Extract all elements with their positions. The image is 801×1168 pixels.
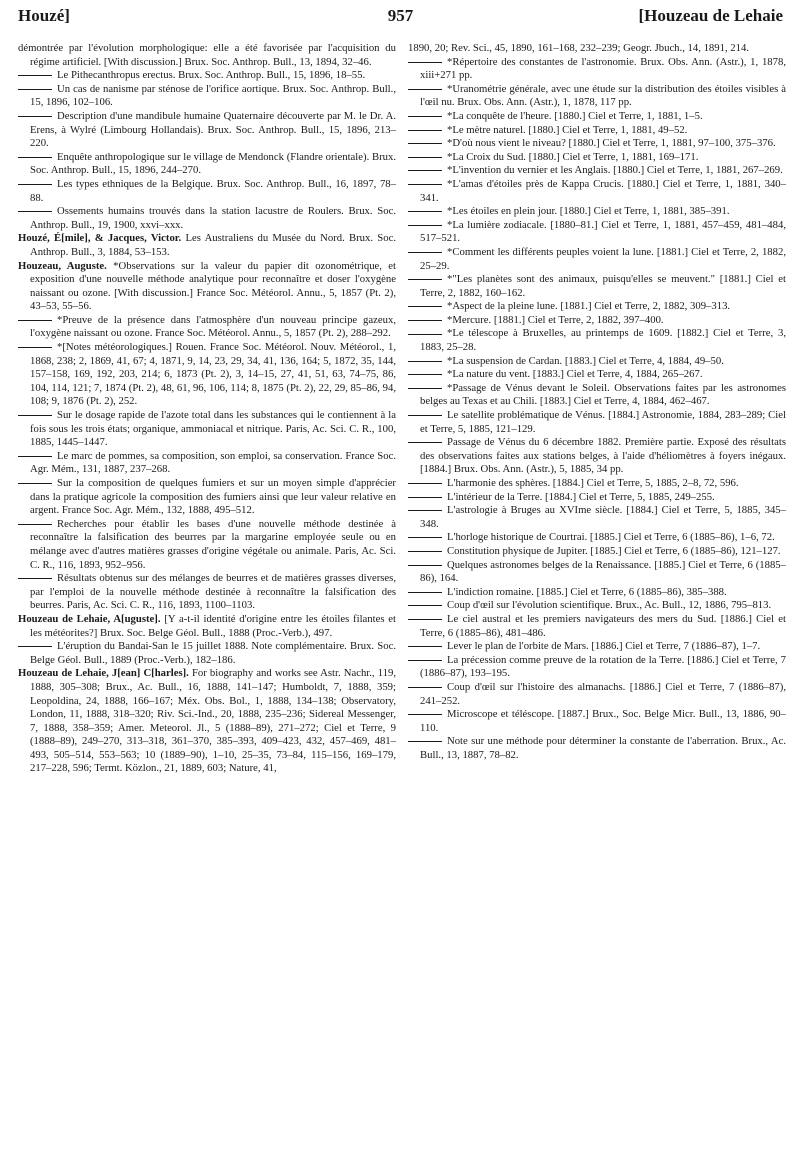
ditto-dash bbox=[408, 306, 442, 307]
ditto-dash bbox=[18, 646, 52, 647]
ditto-dash bbox=[18, 524, 52, 525]
entry-text: Le marc de pommes, sa composition, son emploi, sa conservation. France Soc. Agr. Mém., 131, 1887, 237–268. bbox=[30, 449, 396, 476]
ditto-dash bbox=[18, 483, 52, 484]
entry-text: Les Australiens du Musée du Nord. Brux. Soc. Anthrop. Bull., 3, 1884, 53–153. bbox=[30, 232, 396, 258]
ditto-dash bbox=[408, 374, 442, 375]
bibliography-entry bbox=[408, 56, 786, 83]
bibliography-entry bbox=[408, 735, 786, 762]
entry-text: Constitution physique de Jupiter. [1885.] Ciel et Terre, 6 (1885–86), 121–127. bbox=[447, 544, 781, 557]
entry-text: Microscope et téléscope. [1887.] Brux., Soc. Belge Micr. Bull., 13, 1886, 90–110. bbox=[420, 708, 786, 734]
ditto-dash bbox=[408, 605, 442, 606]
bibliography-entry bbox=[18, 42, 396, 69]
entry-author: Houzeau, Auguste. bbox=[18, 259, 107, 272]
entry-text: *La suspension de Cardan. [1883.] Ciel et Terre, 4, 1884, 49–50. bbox=[447, 354, 724, 367]
bibliography-entry bbox=[408, 559, 786, 586]
entry-author: Houzeau de Lehaie, J[ean] C[harles]. bbox=[18, 667, 189, 680]
bibliography-entry bbox=[408, 681, 786, 708]
entry-text: L'éruption du Bandai-San le 15 juillet 1888. Note complémentaire. Brux. Soc. Belge Géol. Bull., 1889 (Proc.-Verb.), 182–186. bbox=[30, 640, 396, 666]
bibliography-entry bbox=[408, 382, 786, 409]
ditto-dash bbox=[408, 483, 442, 484]
ditto-dash bbox=[408, 537, 442, 538]
entry-text: Sur la composition de quelques fumiers et sur un moyen simple d'apprécier dans la pratique agricole la composition des fumiers ainsi que leur valeur relative en argent. France Soc. Agr. Mém., 132, 1888, 495–512. bbox=[30, 477, 396, 517]
ditto-dash bbox=[408, 361, 442, 362]
entry-text: L'horloge historique de Courtrai. [1885.] Ciel et Terre, 6 (1885–86), 1–6, 72. bbox=[447, 531, 775, 544]
ditto-dash bbox=[18, 184, 52, 185]
bibliography-entry bbox=[18, 260, 396, 314]
ditto-dash bbox=[408, 687, 442, 688]
bibliography-entry bbox=[18, 232, 396, 259]
entry-text: *La lumière zodiacale. [1880–81.] Ciel et Terre, 1, 1881, 457–459, 481–484, 517–521. bbox=[420, 218, 786, 245]
entry-text: *Le mètre naturel. [1880.] Ciel et Terre, 1, 1881, 49–52. bbox=[447, 123, 688, 136]
bibliography-entry bbox=[408, 110, 786, 124]
entry-text: Ossements humains trouvés dans la station lacustre de Roulers. Brux. Soc. Anthrop. Bull., 19, 1900, xxvi–xxx. bbox=[30, 205, 396, 231]
bibliography-entry bbox=[408, 531, 786, 545]
bibliography-entry bbox=[408, 219, 786, 246]
bibliography-entry bbox=[408, 368, 786, 382]
bibliography-entry bbox=[18, 178, 396, 205]
entry-text: *Uranométrie générale, avec une étude sur la distribution des étoiles visibles à l'œil nu. Brux. Obs. Ann. (Astr.), 1, 1878, 117 pp. bbox=[420, 82, 786, 109]
ditto-dash bbox=[408, 646, 442, 647]
bibliography-entry bbox=[408, 599, 786, 613]
entry-text: *Mercure. [1881.] Ciel et Terre, 2, 1882, 397–400. bbox=[447, 313, 664, 326]
ditto-dash bbox=[408, 388, 442, 389]
entry-text: [Y a-t-il identité d'origine entre les étoiles filantes et les météorites?] Brux. Soc. Belge Géol. Bull., 1888 (Proc.-Verb.), 497. bbox=[30, 612, 397, 639]
ditto-dash bbox=[408, 741, 442, 742]
ditto-dash bbox=[408, 279, 442, 280]
ditto-dash bbox=[18, 415, 52, 416]
bibliography-entry bbox=[408, 246, 786, 273]
entry-text: *[Notes météorologiques.] Rouen. France Soc. Météorol. Nouv. Météorol., 1, 1868, 238; 2, 1869, 41, 67; 4, 1871, 9, 14, 23, 29, 34, 41, 136, 164; 5, 1872, 35, 144, 157–158, 169, 192, 203, 214; 6, 1873 (Pt. 2), 3, 14–15, 27, 41, 51, 63, 74–75, 86, 104, 114, 121; 7, 1874 (Pt. 2), 48, 61, 96, 106, 114; 8, 1875 (Pt. 2), 22, 29, 85–86, 94, 108; 9, 1876 (Pt. 2), 252. bbox=[30, 341, 396, 408]
bibliography-entry bbox=[408, 613, 786, 640]
bibliography-entry bbox=[18, 572, 396, 613]
bibliography-entry bbox=[18, 314, 396, 341]
ditto-dash bbox=[408, 592, 442, 593]
ditto-dash bbox=[18, 347, 52, 348]
bibliography-entry bbox=[408, 42, 786, 56]
bibliography-entry bbox=[408, 504, 786, 531]
ditto-dash bbox=[18, 578, 52, 579]
bibliography-entry bbox=[408, 151, 786, 165]
bibliography-entry bbox=[18, 613, 396, 640]
ditto-dash bbox=[408, 497, 442, 498]
ditto-dash bbox=[408, 714, 442, 715]
ditto-dash bbox=[408, 211, 442, 212]
entry-text: Le ciel austral et les premiers navigateurs des mers du Sud. [1886.] Ciel et Terre, 6 (1885–86), 481–486. bbox=[420, 612, 786, 639]
entry-text: *Observations sur la valeur du papier dit ozonométrique, et exposition d'une nouvelle méthode analytique pour reconnaître et doser l'oxygène naissant ou ozone. [With discussion.] France Soc. Météorol. Annu., 5, 1857 (Pt. 2), 43–53, 55–56. bbox=[30, 259, 396, 313]
entry-text: *Aspect de la pleine lune. [1881.] Ciel et Terre, 2, 1882, 309–313. bbox=[447, 300, 731, 313]
entry-text: 1890, 20; Rev. Sci., 45, 1890, 161–168, 232–239; Geogr. Jbuch., 14, 1891, 214. bbox=[408, 42, 749, 54]
entry-text: Résultats obtenus sur des mélanges de beurres et de matières grasses diverses, par l'emploi de la nouvelle méthode destinée à reconnaître la falsification des beurres. Paris, Ac. Sci. C. R., 116, 1893, 1100–1103. bbox=[30, 572, 396, 612]
bibliography-entry bbox=[408, 436, 786, 477]
bibliography-entry bbox=[408, 124, 786, 138]
bibliography-entry bbox=[18, 667, 396, 776]
bibliography-entry bbox=[18, 640, 396, 667]
bibliography-entry bbox=[18, 477, 396, 518]
entry-text: Lever le plan de l'orbite de Mars. [1886.] Ciel et Terre, 7 (1886–87), 1–7. bbox=[447, 640, 761, 653]
ditto-dash bbox=[408, 130, 442, 131]
bibliography-entry bbox=[408, 327, 786, 354]
ditto-dash bbox=[18, 211, 52, 212]
ditto-dash bbox=[408, 551, 442, 552]
entry-author: Houzé, É[mile], & Jacques, Victor. bbox=[18, 232, 182, 245]
ditto-dash bbox=[18, 116, 52, 117]
ditto-dash bbox=[408, 442, 442, 443]
left-column bbox=[18, 42, 396, 776]
bibliography-entry bbox=[18, 450, 396, 477]
entry-text: Coup d'œil sur l'histoire des almanachs. [1886.] Ciel et Terre, 7 (1886–87), 241–252. bbox=[420, 680, 786, 707]
bibliography-entry bbox=[408, 300, 786, 314]
bibliography-entry bbox=[408, 654, 786, 681]
entry-text: *Répertoire des constantes de l'astronomie. Brux. Obs. Ann. (Astr.), 1, 1878, xiii+271 pp. bbox=[420, 55, 786, 82]
bibliography-entry bbox=[408, 708, 786, 735]
bibliography-entry bbox=[18, 341, 396, 409]
entry-text: Le satellite problématique de Vénus. [1884.] Astronomie, 1884, 283–289; Ciel et Terre, 5, 1885, 121–129. bbox=[420, 409, 786, 435]
bibliography-entry bbox=[408, 178, 786, 205]
bibliography-entry bbox=[408, 314, 786, 328]
bibliography-entry bbox=[18, 83, 396, 110]
ditto-dash bbox=[408, 320, 442, 321]
bibliography-entry bbox=[408, 477, 786, 491]
entry-text: *D'où nous vient le niveau? [1880.] Ciel et Terre, 1, 1881, 97–100, 375–376. bbox=[447, 137, 776, 150]
bibliography-entry bbox=[18, 110, 396, 151]
ditto-dash bbox=[408, 510, 442, 511]
ditto-dash bbox=[408, 565, 442, 566]
bibliography-entry bbox=[408, 273, 786, 300]
ditto-dash bbox=[408, 89, 442, 90]
entry-text: Passage de Vénus du 6 décembre 1882. Première partie. Exposé des résultats des observations faites aux stations belges, à l'aide d'héliomètres à foyers inégaux. [1884.] Brux. Obs. Ann. (Astr.), 5, 1885, 34 pp. bbox=[420, 436, 786, 476]
ditto-dash bbox=[408, 62, 442, 63]
ditto-dash bbox=[408, 170, 442, 171]
entry-text: L'harmonie des sphères. [1884.] Ciel et Terre, 5, 1885, 2–8, 72, 596. bbox=[447, 477, 739, 489]
entry-text: Note sur une méthode pour déterminer la constante de l'aberration. Brux., Ac. Bull., 13, 1887, 78–82. bbox=[420, 735, 786, 761]
entry-text: *Preuve de la présence dans l'atmosphère d'un nouveau principe gazeux, l'oxygène naissant ou ozone. France Soc. Météorol. Annu., 5, 1857 (Pt. 2), 288–292. bbox=[30, 313, 396, 340]
entry-text: Sur le dosage rapide de l'azote total dans les substances qui le contiennent à la fois sous les trois états; organique, ammoniacal et nitrique. Paris, Ac. Sci. C. R., 100, 1885, 1445–1447. bbox=[30, 409, 396, 449]
ditto-dash bbox=[408, 116, 442, 117]
bibliography-entry bbox=[408, 83, 786, 110]
entry-text: démontrée par l'évolution morphologique: elle a été favorisée par l'acquisition du régime artificiel. [With discussion.] Brux. Soc. Anthrop. Bull., 13, 1894, 32–46. bbox=[18, 42, 396, 68]
ditto-dash bbox=[408, 415, 442, 416]
bibliography-entry bbox=[408, 164, 786, 178]
entry-text: Description d'une mandibule humaine Quaternaire découverte par M. le Dr. A. Erens, à Wylré (Limbourg Hollandais). Brux. Soc. Anthrop. Bull., 15, 1896, 213–220. bbox=[30, 109, 396, 150]
ditto-dash bbox=[408, 660, 442, 661]
header-right: [Houzeau de Lehaie bbox=[638, 6, 783, 25]
bibliography-entry bbox=[408, 205, 786, 219]
entry-text: *Comment les différents peuples voient la lune. [1881.] Ciel et Terre, 2, 1882, 25–29. bbox=[420, 245, 786, 272]
entry-text: *La conquête de l'heure. [1880.] Ciel et Terre, 1, 1881, 1–5. bbox=[447, 109, 703, 122]
running-header bbox=[18, 6, 783, 34]
ditto-dash bbox=[18, 157, 52, 158]
header-left: Houzé] bbox=[18, 6, 70, 25]
ditto-dash bbox=[408, 619, 442, 620]
entry-text: Recherches pour établir les bases d'une nouvelle méthode destinée à reconnaître la falsification des beurres par la margarine employée seule ou en mélange avec d'autres matières grasses d'origine végétale ou animale. Paris, Ac. Sci. C. R., 116, 1893, 952–956. bbox=[30, 517, 396, 571]
entry-text: *Passage de Vénus devant le Soleil. Observations faites par les astronomes belges au Texas et au Chili. [1883.] Ciel et Terre, 4, 1884, 462–467. bbox=[420, 381, 786, 408]
entry-text: Coup d'œil sur l'évolution scientifique. Brux., Ac. Bull., 12, 1886, 795–813. bbox=[447, 599, 772, 612]
entry-text: *L'amas d'étoiles près de Kappa Crucis. [1880.] Ciel et Terre, 1, 1881, 340–341. bbox=[420, 177, 786, 204]
entry-text: Un cas de nanisme par sténose de l'orifice aortique. Brux. Soc. Anthrop. Bull., 15, 1896, 102–106. bbox=[30, 82, 396, 109]
bibliography-entry bbox=[18, 151, 396, 178]
bibliography-entry bbox=[408, 586, 786, 600]
bibliography-entry bbox=[18, 205, 396, 232]
entry-text: Quelques astronomes belges de la Renaissance. [1885.] Ciel et Terre, 6 (1885–86), 164. bbox=[420, 558, 786, 585]
entry-text: *La nature du vent. [1883.] Ciel et Terre, 4, 1884, 265–267. bbox=[447, 368, 703, 381]
entry-text: *Les étoiles en plein jour. [1880.] Ciel et Terre, 1, 1881, 385–391. bbox=[447, 205, 730, 218]
ditto-dash bbox=[408, 252, 442, 253]
entry-text: Les types ethniques de la Belgique. Brux. Soc. Anthrop. Bull., 16, 1897, 78–88. bbox=[30, 177, 396, 204]
bibliography-entry bbox=[18, 69, 396, 83]
page-number: 957 bbox=[387, 6, 414, 25]
ditto-dash bbox=[408, 184, 442, 185]
bibliography-entry bbox=[408, 355, 786, 369]
bibliography-entry bbox=[408, 640, 786, 654]
entry-author: Houzeau de Lehaie, A[uguste]. bbox=[18, 612, 161, 625]
entry-text: L'indiction romaine. [1885.] Ciel et Terre, 6 (1885–86), 385–388. bbox=[447, 585, 727, 598]
ditto-dash bbox=[408, 225, 442, 226]
bibliography-entry bbox=[18, 409, 396, 450]
ditto-dash bbox=[18, 456, 52, 457]
bibliography-entry bbox=[408, 491, 786, 505]
ditto-dash bbox=[408, 157, 442, 158]
entry-text: L'intérieur de la Terre. [1884.] Ciel et Terre, 5, 1885, 249–255. bbox=[447, 490, 715, 503]
ditto-dash bbox=[18, 320, 52, 321]
bibliography-entry bbox=[408, 545, 786, 559]
bibliography-entry bbox=[18, 518, 396, 572]
ditto-dash bbox=[408, 143, 442, 144]
entry-text: Enquête anthropologique sur le village de Mendonck (Flandre orientale). Brux. Soc. Anthrop. Bull., 15, 1896, 244–270. bbox=[30, 150, 396, 177]
bibliography-entry bbox=[408, 137, 786, 151]
ditto-dash bbox=[18, 75, 52, 76]
entry-text: For biography and works see Astr. Nachr., 119, 1888, 305–308; Brux., Ac. Bull., 16, 1888, 141–147; Humboldt, 7, 1888, 359; Leopoldina, 24, 1888, 166–167; Méx. Obs. Bol., 1, 1888, 134–138; Observatory, London, 11, 1888, 318–320; Riv. Sci.-Ind., 20, 1888, 235–236; Sidereal Messenger, 7, 1888, 358–359; Amer. Meteorol. Jl., 5 (1888–89), 271–272; Ciel et Terre, 9 (1888–89), 249–270, 313–318, 361–370, 385–393, 409–423, 432, 457–469, 481–493, 505–514, 553–563; 10 (1889–90), 1–10, 25–35, 73–84, 115–156, 169–179, 217–228, 596; Termt. Közlon., 21, 1889, 603; Nature, 41, bbox=[30, 667, 396, 775]
right-column bbox=[408, 42, 786, 762]
entry-text: *L'invention du vernier et les Anglais. [1880.] Ciel et Terre, 1, 1881, 267–269. bbox=[447, 164, 783, 177]
ditto-dash bbox=[408, 334, 442, 335]
entry-text: Le Pithecanthropus erectus. Brux. Soc. Anthrop. Bull., 15, 1896, 18–55. bbox=[57, 69, 366, 82]
entry-text: *Le télescope à Bruxelles, au printemps de 1609. [1882.] Ciel et Terre, 3, 1883, 25–28. bbox=[420, 327, 786, 354]
entry-text: *La Croix du Sud. [1880.] Ciel et Terre, 1, 1881, 169–171. bbox=[447, 150, 699, 163]
bibliography-entry bbox=[408, 409, 786, 436]
ditto-dash bbox=[18, 89, 52, 90]
entry-text: L'astrologie à Bruges au XVIme siècle. [1884.] Ciel et Terre, 5, 1885, 345–348. bbox=[420, 504, 786, 530]
entry-text: La précession comme preuve de la rotation de la Terre. [1886.] Ciel et Terre, 7 (1886–87), 193–195. bbox=[420, 653, 786, 680]
entry-text: *"Les planètes sont des animaux, puisqu'elles se meuvent." [1881.] Ciel et Terre, 2, 1882, 160–162. bbox=[420, 273, 786, 299]
